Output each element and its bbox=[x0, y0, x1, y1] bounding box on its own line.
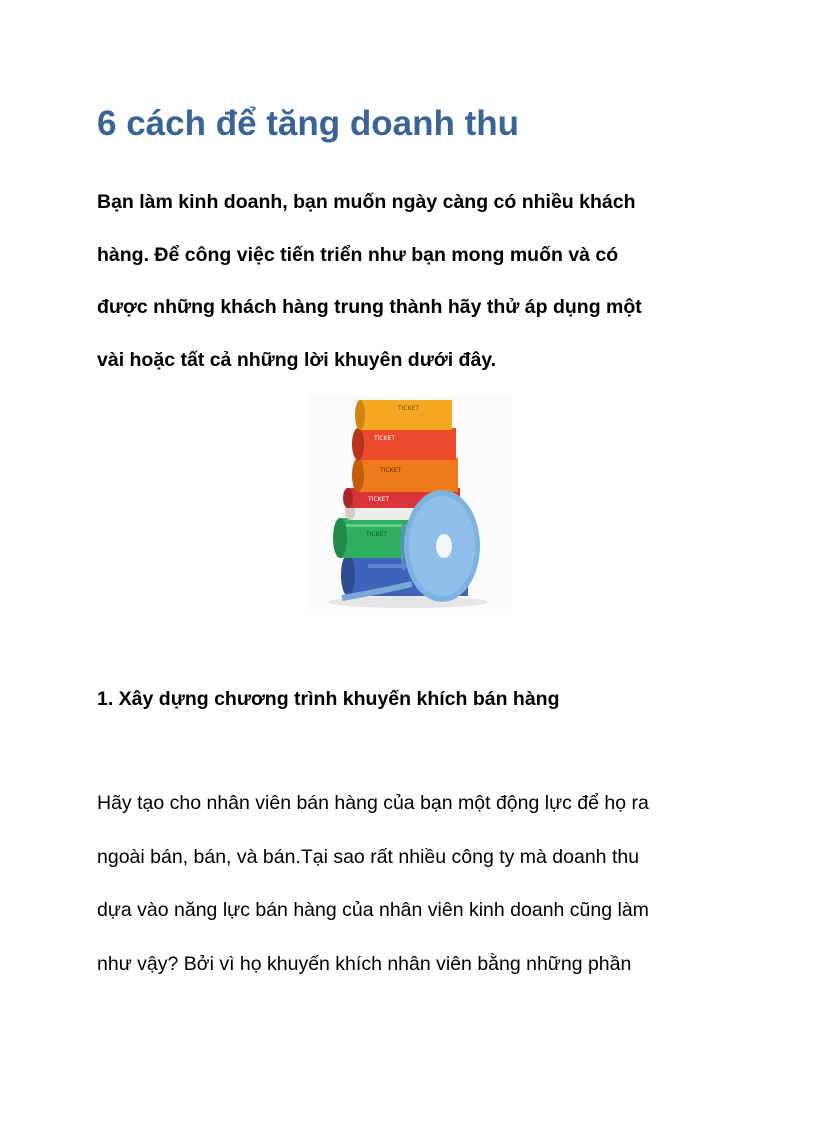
body-line: ngoài bán, bán, và bán.Tại sao rất nhiều công ty mà doanh thu bbox=[97, 845, 640, 868]
ticket-text: TICKET bbox=[374, 435, 396, 442]
intro-line: hàng. Để công việc tiến triển như bạn mong muốn và có bbox=[97, 243, 619, 266]
section-heading: 1. Xây dựng chương trình khuyến khích bán hàng bbox=[97, 688, 560, 710]
red-orange-ticket-roll bbox=[352, 428, 456, 460]
intro-paragraph bbox=[97, 176, 737, 386]
body-line: Hãy tạo cho nhân viên bán hàng của bạn một động lực để họ ra bbox=[97, 792, 649, 814]
section-body-paragraph bbox=[97, 777, 737, 991]
ticket-text: TICKET bbox=[366, 531, 388, 538]
intro-line: được những khách hàng trung thành hãy thử áp dụng một bbox=[97, 296, 642, 318]
body-line: như vậy? Bởi vì họ khuyến khích nhân viên bằng những phần bbox=[97, 952, 632, 975]
page-title: 6 cách để tăng doanh thu bbox=[97, 104, 519, 143]
orange-ticket-roll bbox=[352, 458, 458, 492]
body-line: dựa vào năng lực bán hàng của nhân viên kinh doanh cũng làm bbox=[97, 899, 649, 921]
ticket-text: TICKET bbox=[368, 496, 390, 503]
ticket-rolls-image bbox=[308, 394, 512, 610]
ticket-text: TICKET bbox=[398, 405, 420, 412]
intro-line: Bạn làm kinh doanh, bạn muốn ngày càng có nhiều khách bbox=[97, 191, 636, 213]
yellow-ticket-roll bbox=[355, 400, 452, 430]
intro-line: vài hoặc tất cả những lời khuyên dưới đây. bbox=[97, 348, 497, 371]
ticket-text: TICKET bbox=[380, 467, 402, 474]
